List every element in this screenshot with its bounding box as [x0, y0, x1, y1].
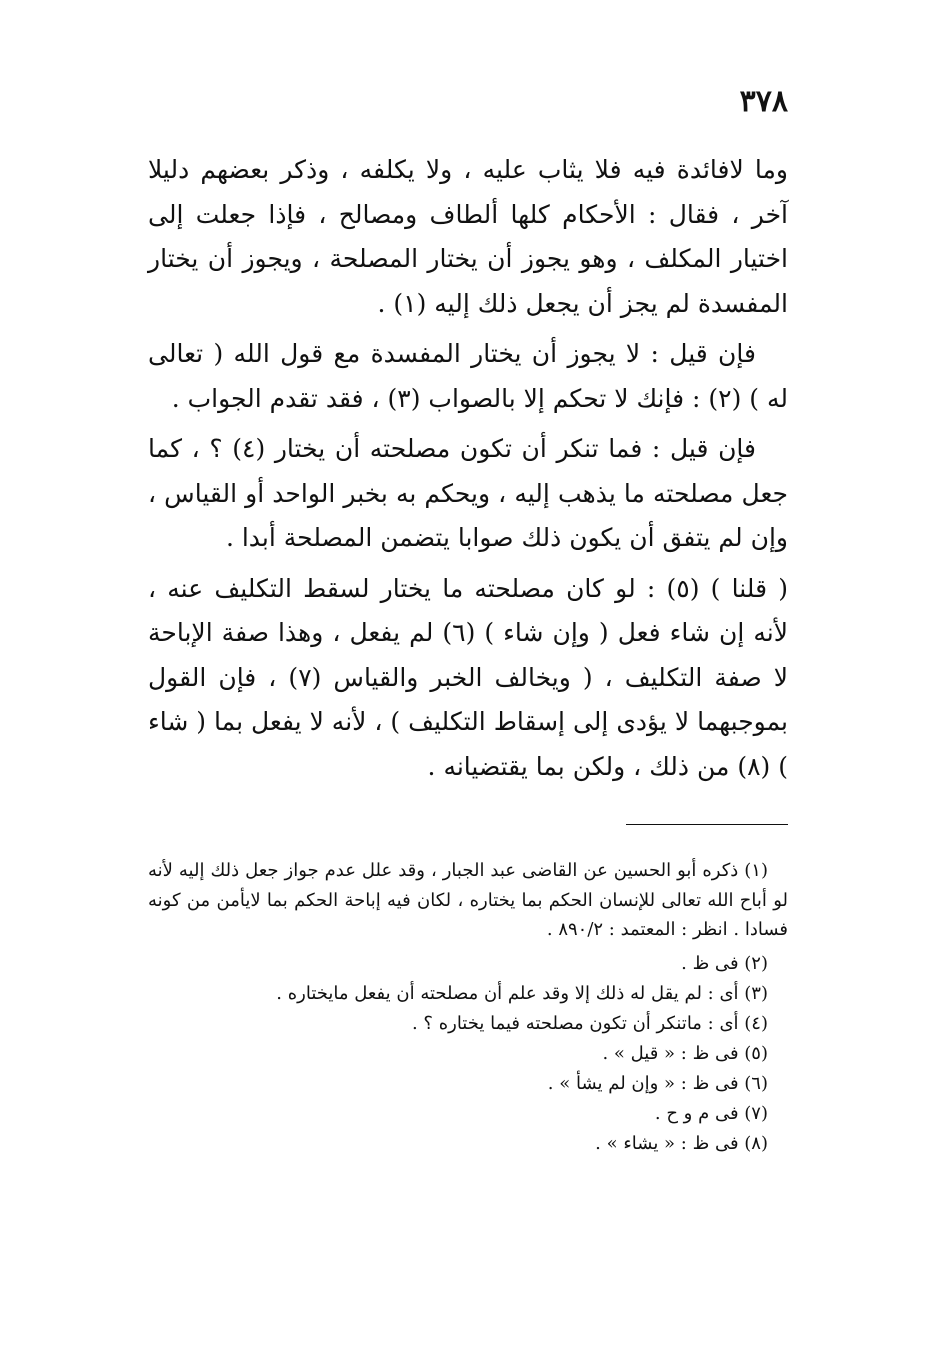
footnote-5: (٥) فى ظ : « قيل » .: [602, 1042, 768, 1064]
footnote-2: (٢) فى ظ .: [681, 952, 768, 974]
paragraph-1: وما لافائدة فيه فلا يثاب عليه ، ولا يكلفه ، وذكر بعضهم دليلا آخر ، فقال : الأحكام كلها ألطاف ومصالح ، فإذا جعلت إلى اختيار المكلف ، وهو يجوز أن يختار المصلحة ، ويجوز أن يختار المفسدة لم يجز أن يجعل ذلك إليه (١) .: [148, 155, 788, 318]
footnote-4: (٤) أى : ماتنكر أن تكون مصلحته فيما يختاره ؟ .: [411, 1012, 768, 1034]
main-text: [148, 148, 788, 795]
page-number: ٣٧٨: [739, 84, 788, 119]
footnotes: [148, 856, 788, 1159]
footnote-7: (٧) فى م و ح .: [654, 1102, 768, 1124]
footnote-3: (٣) أى : لم يقل له ذلك إلا وقد علم أن مصلحته أن يفعل مايختاره .: [276, 982, 768, 1004]
paragraph-3: فإن قيل : فما تنكر أن تكون مصلحته أن يختار (٤) ؟ ، كما جعل مصلحته ما يذهب إليه ، ويحكم به بخبر الواحد أو القياس ، وإن لم يتفق أن يكون ذلك صوابا يتضمن المصلحة أبدا .: [148, 434, 788, 552]
paragraph-4: ( قلنا ) (٥) : لو كان مصلحته ما يختار لسقط التكليف عنه ، لأنه إن شاء فعل ( وإن شاء ) (٦) لم يفعل ، وهذا صفة الإباحة لا صفة التكليف ، ( ويخالف الخبر والقياس (٧) ، فإن القول بموجبهما لا يؤدى إلى إسقاط التكليف ) ، لأنه لا يفعل بما ( شاء ) (٨) من ذلك ، ولكن بما يقتضيانه .: [148, 573, 788, 781]
paragraph-2: فإن قيل : لا يجوز أن يختار المفسدة مع قول الله ( تعالى له ) (٢) : فإنك لا تحكم إلا بالصواب (٣) ، فقد تقدم الجواب .: [148, 339, 788, 413]
footnote-8: (٨) فى ظ : « يشاء » .: [595, 1132, 768, 1154]
footnote-6: (٦) فى ظ : « وإن لم يشأ » .: [547, 1072, 768, 1094]
footnote-separator: [626, 824, 788, 825]
footnote-1: (١) ذكره أبو الحسين عن القاضى عبد الجبار ، وقد علل عدم جواز جعل ذلك إليه لأنه لو أباح الله تعالى للإنسان الحكم بما يختاره ، لكان فيه إباحة الحكم بما لايأمن من كونه فسادا . انظر : المعتمد : ٨٩٠/٢ .: [148, 860, 788, 940]
footnote-list: [148, 949, 788, 1159]
